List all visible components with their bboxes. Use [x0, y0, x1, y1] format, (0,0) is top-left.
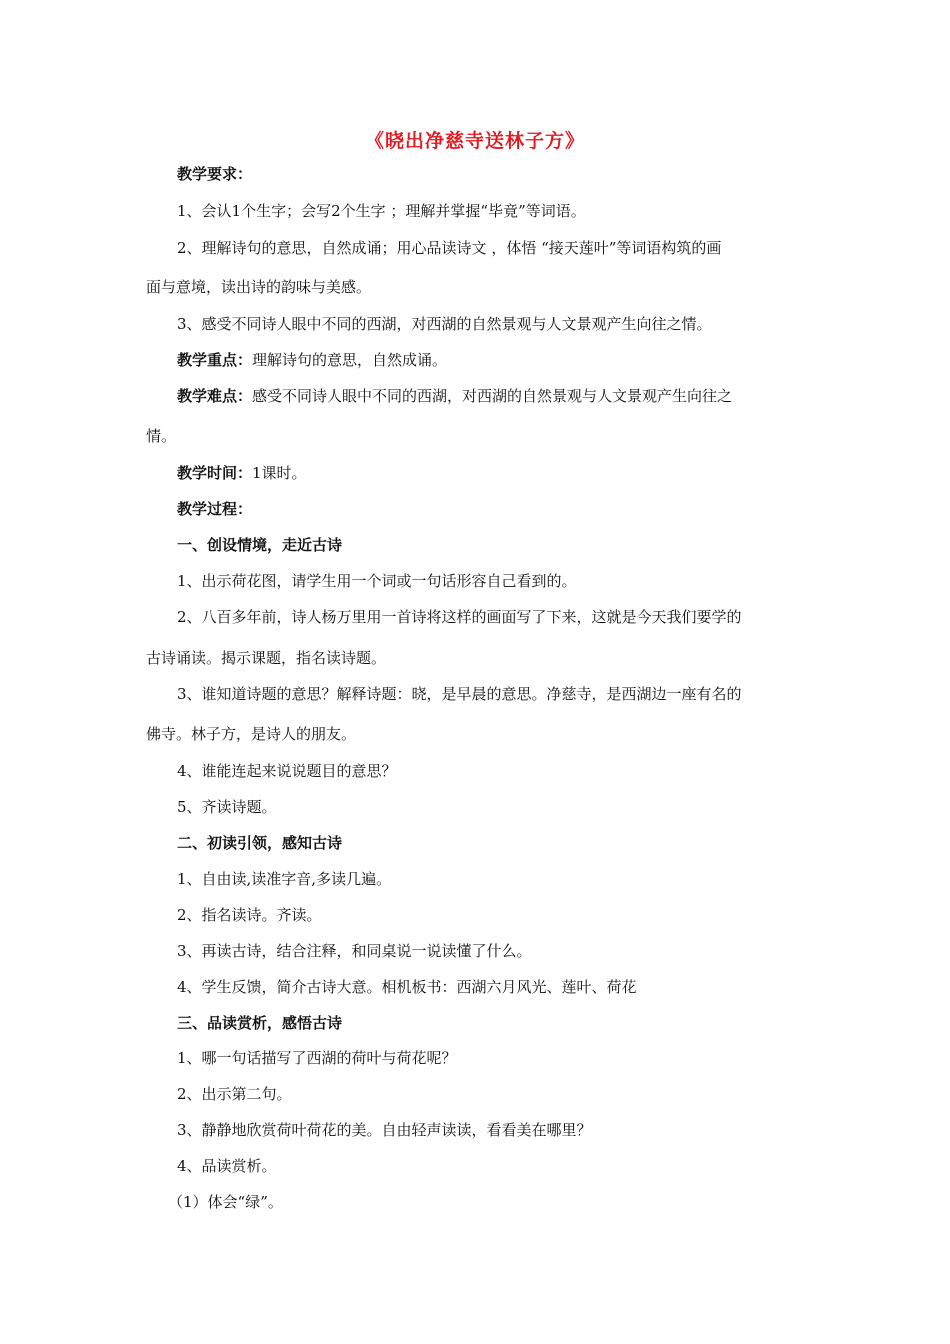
section2-item-1: 1、自由读,读准字音,多读几遍。 [177, 870, 392, 888]
requirement-item-3: 3、感受不同诗人眼中不同的西湖，对西湖的自然景观与人文景观产生向往之情。 [177, 315, 712, 333]
section2-item-3: 3、再读古诗，结合注释，和同桌说一说读懂了什么。 [177, 942, 532, 960]
requirement-item-1: 1、会认1个生字；会写2个生字 ；理解并掌握“毕竟”等词语。 [177, 202, 586, 220]
requirements-heading: 教学要求： [177, 165, 253, 183]
teaching-time [177, 462, 845, 483]
section2-heading: 二、初读引领，感知古诗 [177, 834, 343, 852]
document-title: 《晓出净慈寺送林子方》 [364, 130, 585, 152]
key-point-label: 教学重点： [177, 351, 253, 369]
section3-item-1: 1、哪一句话描写了西湖的荷叶与荷花呢？ [177, 1049, 457, 1067]
key-point [177, 349, 845, 370]
section1-item-3: 3、谁知道诗题的意思？解释诗题：晓，是早晨的意思。净慈寺，是西湖边一座有名的 [177, 685, 742, 703]
section1-item-2-cont: 古诗诵读。揭示课题，指名读诗题。 [146, 649, 387, 667]
difficulty [177, 385, 845, 406]
requirement-item-2-cont: 面与意境，读出诗的韵味与美感。 [146, 278, 372, 296]
section3-heading: 三、品读赏析，感悟古诗 [177, 1014, 343, 1032]
section2-item-2: 2、指名读诗。齐读。 [177, 906, 322, 924]
time-text: 1课时。 [252, 464, 307, 482]
process-heading: 教学过程： [177, 500, 253, 518]
section3-sub-1: （1）体会“绿”。 [168, 1193, 283, 1211]
section1-item-5: 5、齐读诗题。 [177, 798, 277, 816]
difficulty-label: 教学难点： [177, 387, 253, 405]
section2-item-4: 4、学生反馈，简介古诗大意。相机板书：西湖六月风光、莲叶、荷花 [177, 978, 637, 996]
section1-item-3-cont: 佛寺。林子方，是诗人的朋友。 [146, 725, 357, 743]
section1-item-4: 4、谁能连起来说说题目的意思？ [177, 762, 397, 780]
requirement-item-2: 2、理解诗句的意思，自然成诵；用心品读诗文 ，体悟 “接天莲叶”等词语构筑的画 [177, 239, 722, 257]
key-point-text: 理解诗句的意思，自然成诵。 [252, 351, 448, 369]
section3-item-2: 2、出示第二句。 [177, 1085, 292, 1103]
section1-item-1: 1、出示荷花图，请学生用一个词或一句话形容自己看到的。 [177, 572, 577, 590]
time-label: 教学时间： [177, 464, 253, 482]
section1-heading: 一、创设情境，走近古诗 [177, 536, 343, 554]
section3-item-4: 4、品读赏析。 [177, 1157, 277, 1175]
section3-item-3: 3、静静地欣赏荷叶荷花的美。自由轻声读读，看看美在哪里？ [177, 1121, 592, 1139]
difficulty-text: 感受不同诗人眼中不同的西湖，对西湖的自然景观与人文景观产生向往之 [252, 387, 733, 405]
section1-item-2: 2、八百多年前，诗人杨万里用一首诗将这样的画面写了下来，这就是今天我们要学的 [177, 608, 742, 626]
difficulty-cont: 情。 [146, 427, 177, 445]
